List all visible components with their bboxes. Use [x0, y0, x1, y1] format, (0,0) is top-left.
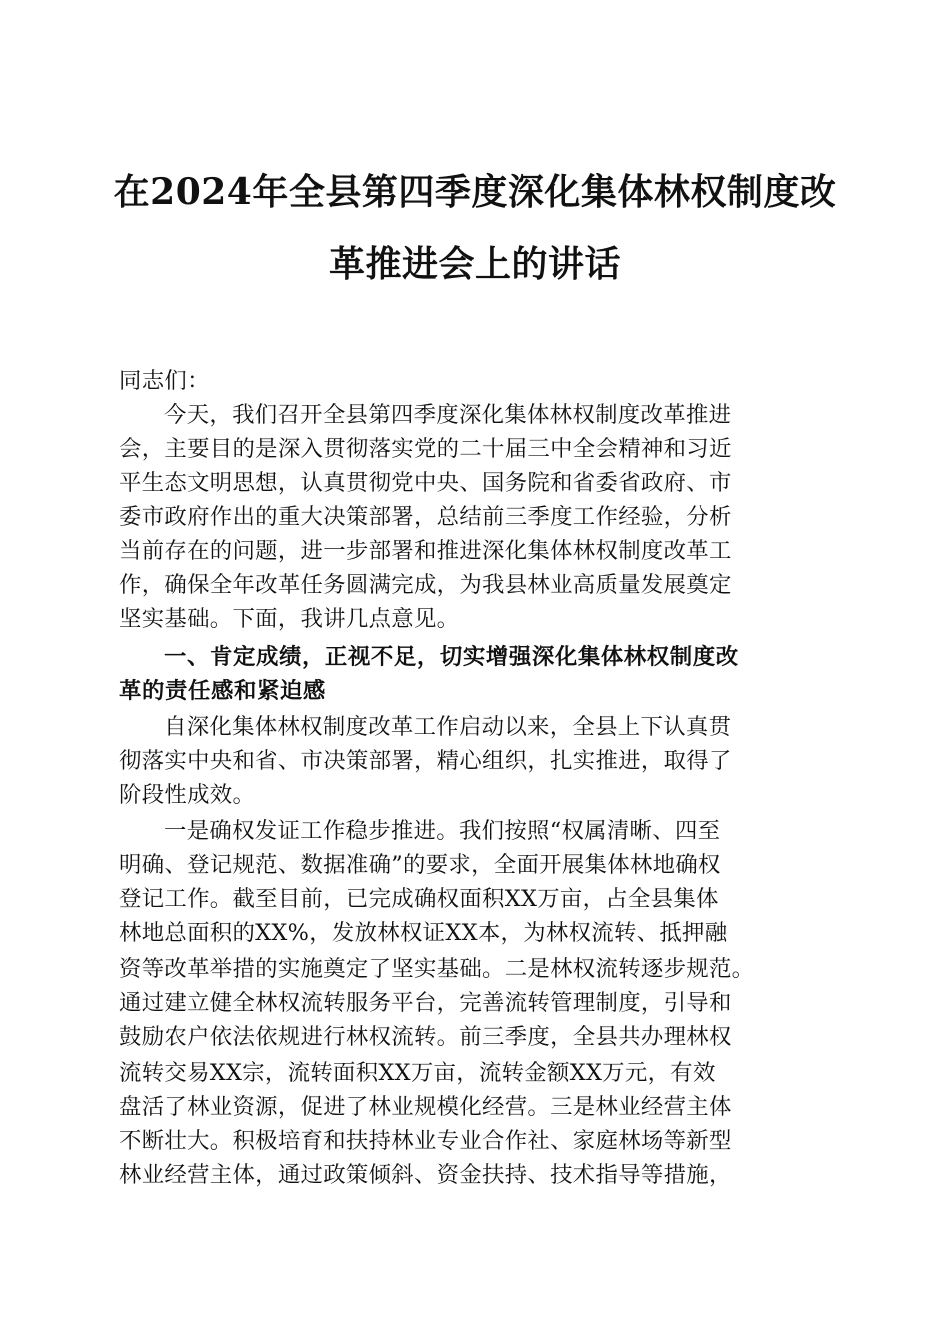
paragraph-1-line: 平生态文明思想，认真贯彻党中央、国务院和省委省政府、市	[119, 470, 732, 496]
paragraph-1-line: 当前存在的问题，进一步部署和推进深化集体林权制度改革工	[119, 538, 732, 564]
paragraph-2-line: 自深化集体林权制度改革工作启动以来，全县上下认真贯	[164, 714, 732, 740]
paragraph-3-line: 资等改革举措的实施奠定了坚实基础。二是林权流转逐步规范。	[119, 956, 755, 982]
paragraph-3-line: 通过建立健全林权流转服务平台，完善流转管理制度，引导和	[119, 990, 732, 1016]
paragraph-3-line: 林地总面积的XX%，发放林权证XX本，为林权流转、抵押融	[119, 920, 728, 946]
paragraph-3-line: 林业经营主体，通过政策倾斜、资金扶持、技术指导等措施，	[119, 1162, 732, 1188]
paragraph-1-line: 会，主要目的是深入贯彻落实党的二十届三中全会精神和习近	[119, 436, 732, 462]
paragraph-3-line: 盘活了林业资源，促进了林业规模化经营。三是林业经营主体	[119, 1094, 732, 1120]
paragraph-3-line: 不断壮大。积极培育和扶持林业专业合作社、家庭林场等新型	[119, 1128, 732, 1154]
paragraph-3-line: 一是确权发证工作稳步推进。我们按照“权属清晰、四至	[164, 818, 721, 844]
section-heading-1-line: 革的责任感和紧迫感	[119, 678, 326, 704]
document-title-line-1: 在2024年全县第四季度深化集体林权制度改	[113, 171, 837, 213]
paragraph-3-line: 鼓励农户依法依规进行林权流转。前三季度，全县共办理林权	[119, 1024, 732, 1050]
paragraph-2-line: 阶段性成效。	[119, 782, 256, 808]
paragraph-3-line: 流转交易XX宗，流转面积XX万亩，流转金额XX万元，有效	[119, 1060, 716, 1086]
paragraph-1-line: 作，确保全年改革任务圆满完成，为我县林业高质量发展奠定	[119, 572, 732, 598]
document-title-line-2: 革推进会上的讲话	[328, 243, 621, 285]
paragraph-1-line: 委市政府作出的重大决策部署，总结前三季度工作经验，分析	[119, 504, 732, 530]
paragraph-1-line: 今天，我们召开全县第四季度深化集体林权制度改革推进	[164, 402, 732, 428]
paragraph-2-line: 彻落实中央和省、市决策部署，精心组织，扎实推进，取得了	[119, 748, 732, 774]
section-heading-1-line: 一、肯定成绩，正视不足，切实增强深化集体林权制度改	[164, 644, 739, 670]
paragraph-1-line: 坚实基础。下面，我讲几点意见。	[119, 606, 460, 632]
paragraph-3-line: 登记工作。截至目前，已完成确权面积XX万亩，占全县集体	[119, 886, 719, 912]
salutation: 同志们：	[119, 368, 210, 394]
paragraph-3-line: 明确、登记规范、数据准确”的要求，全面开展集体林地确权	[119, 852, 721, 878]
